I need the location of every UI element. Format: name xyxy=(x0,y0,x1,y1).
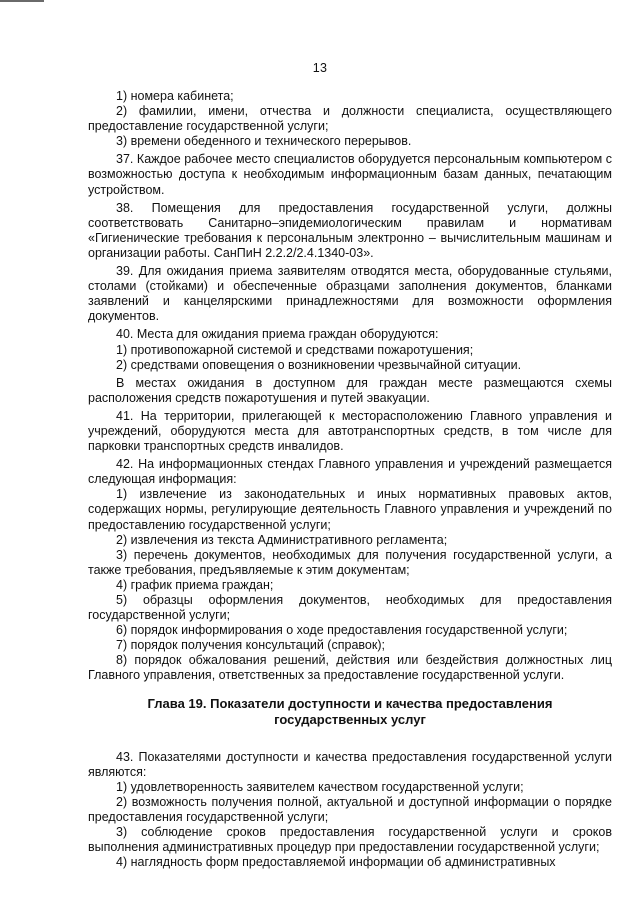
paragraph: 40. Места для ожидания приема граждан оборудуются: xyxy=(116,327,439,342)
paragraph: 2) фамилии, имени, отчества и должности специалиста, осуществляющего предоставление государственной услуги; xyxy=(88,104,612,134)
page-number: 13 xyxy=(312,61,328,75)
paragraph: 2) извлечения из текста Административного регламента; xyxy=(116,532,448,547)
paragraph: 3) перечень документов, необходимых для получения государственной услуги, а также требования, предъявляемые к этим документам; xyxy=(88,547,612,577)
paragraph: 8) порядок обжалования решений, действия или бездействия должностных лиц Главного управления, ответственных за предоставление государственной услуги. xyxy=(88,653,612,683)
paragraph: 39. Для ожидания приема заявителям отводятся места, оборудованные стульями, столами (стойками) и обеспеченные образцами заполнения документов, бланками заявлений и канцелярскими принадлежностями для возможности оформления документов. xyxy=(88,264,612,324)
section-after-chapter xyxy=(88,750,612,871)
document-body xyxy=(88,89,612,870)
paragraph: 7) порядок получения консультаций (справок); xyxy=(116,638,385,653)
paragraph: 1) извлечение из законодательных и иных нормативных правовых актов, содержащих нормы, регулирующие деятельность Главного управления и учреждений по предоставлению государственной услуги; xyxy=(88,487,612,532)
paragraph: 43. Показателями доступности и качества предоставления государственной услуги являются: xyxy=(88,749,612,779)
paragraph: 3) соблюдение сроков предоставления государственной услуги и сроков выполнения административных процедур при предоставлении государственной услуги; xyxy=(88,825,612,855)
paragraph: 5) образцы оформления документов, необходимых для предоставления государственной услуги; xyxy=(88,593,612,623)
section-before-chapter xyxy=(88,89,612,684)
paragraph: 6) порядок информирования о ходе предоставления государственной услуги; xyxy=(116,623,568,638)
paragraph: 2) средствами оповещения о возникновении чрезвычайной ситуации. xyxy=(116,357,522,372)
paragraph: 38. Помещения для предоставления государственной услуги, должны соответствовать Санитарно–эпидемиологическим правилам и нормативам «Гигиенические требования к персональным электронно – вычислительным машинам и организации работы. СанПиН 2.2.2/2.4.1340-03». xyxy=(88,200,612,260)
paragraph: 1) удовлетворенность заявителем качеством государственной услуги; xyxy=(116,779,524,794)
paragraph: 4) график приема граждан; xyxy=(116,577,274,592)
paragraph: 4) наглядность форм предоставляемой информации об административных xyxy=(116,855,556,870)
paragraph: 1) номера кабинета; xyxy=(116,89,234,103)
paragraph: 2) возможность получения полной, актуальной и доступной информации о порядке предоставления государственной услуги; xyxy=(88,794,612,824)
paragraph: В местах ожидания в доступном для граждан месте размещаются схемы расположения средств пожаротушения и путей эвакуации. xyxy=(88,375,612,405)
paragraph: 42. На информационных стендах Главного управления и учреждений размещается следующая информация: xyxy=(88,457,612,487)
corner-scan-mark xyxy=(0,0,44,2)
paragraph: 1) противопожарной системой и средствами пожаротушения; xyxy=(116,342,474,357)
chapter-heading: Глава 19. Показатели доступности и качества предоставления государственных услуг xyxy=(147,695,553,727)
paragraph: 37. Каждое рабочее место специалистов оборудуется персональным компьютером с возможностью доступа к необходимым информационным базам данных, печатающим устройством. xyxy=(88,152,612,197)
paragraph: 41. На территории, прилегающей к месторасположению Главного управления и учреждений, оборудуются места для автотранспортных средств, в том числе для парковки транспортных средств инвалидов. xyxy=(88,408,612,454)
paragraph: 3) времени обеденного и технического перерывов. xyxy=(116,134,412,149)
